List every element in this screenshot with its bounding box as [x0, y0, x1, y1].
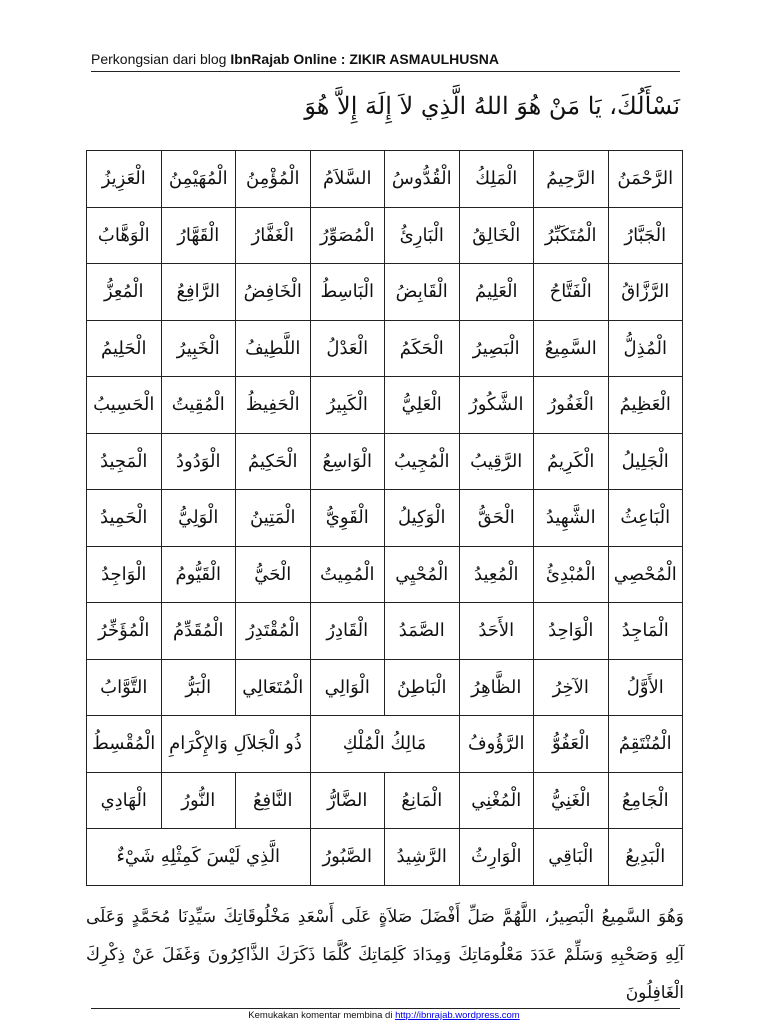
name-cell: الْمُقَدِّمُ	[161, 603, 236, 660]
name-cell: الْبَاسِطُ	[310, 264, 385, 321]
name-cell: الصَّبُورُ	[310, 829, 385, 886]
name-cell: الْحَسِيبُ	[87, 377, 162, 434]
name-cell: الْمَانِعُ	[385, 772, 460, 829]
name-cell: الْوَالِي	[310, 659, 385, 716]
invocation-text: نَسْأَلُكَ، يَا مَنْ هُوَ اللهُ الَّذِي لاَ إِلَهَ إِلاَّ هُوَ	[304, 92, 680, 120]
name-cell: الْبَرُّ	[161, 659, 236, 716]
name-cell: التَّوَّابُ	[87, 659, 162, 716]
name-cell: الظَّاهِرُ	[459, 659, 534, 716]
table-row	[87, 490, 683, 547]
table-row	[87, 659, 683, 716]
name-cell: الْمَجِيدُ	[87, 433, 162, 490]
name-cell: الْعَزِيزُ	[87, 151, 162, 208]
name-cell: الْبَارِئُ	[385, 207, 460, 264]
table-row	[87, 207, 683, 264]
name-cell: اللَّطِيفُ	[236, 320, 311, 377]
name-cell: الْغَنِيُّ	[534, 772, 609, 829]
table-row	[87, 151, 683, 208]
table-row	[87, 264, 683, 321]
name-cell: الْوَارِثُ	[459, 829, 534, 886]
name-cell: الْمُصَوِّرُ	[310, 207, 385, 264]
name-cell: الْحَلِيمُ	[87, 320, 162, 377]
name-cell: الْمَلِكُ	[459, 151, 534, 208]
name-cell: الْعَظِيمُ	[608, 377, 683, 434]
table-row	[87, 320, 683, 377]
name-cell: الْمُبْدِئُ	[534, 546, 609, 603]
name-cell: الْمَتِينُ	[236, 490, 311, 547]
name-cell: الْكَرِيمُ	[534, 433, 609, 490]
name-cell: الشَّهِيدُ	[534, 490, 609, 547]
name-cell: الأَحَدُ	[459, 603, 534, 660]
name-cell: الْمُنْتَقِمُ	[608, 716, 683, 773]
name-cell: الْقُدُّوسُ	[385, 151, 460, 208]
table-row	[87, 377, 683, 434]
name-cell: الْوَدُودُ	[161, 433, 236, 490]
blog-link[interactable]: http://ibnrajab.wordpress.com	[395, 1010, 520, 1021]
table-row	[87, 433, 683, 490]
name-cell: الرَّؤُوفُ	[459, 716, 534, 773]
name-cell: الأَوَّلُ	[608, 659, 683, 716]
name-cell: الرَّافِعُ	[161, 264, 236, 321]
footer-text: Kemukakan komentar membina di	[248, 1010, 396, 1021]
name-cell: الْمُمِيتُ	[310, 546, 385, 603]
name-cell: الْمُقِيتُ	[161, 377, 236, 434]
name-cell: الْحَقُّ	[459, 490, 534, 547]
name-cell: الْعَلِيُّ	[385, 377, 460, 434]
name-cell: الآخِرُ	[534, 659, 609, 716]
name-cell: الْوَاحِدُ	[534, 603, 609, 660]
name-cell: الضَّارُّ	[310, 772, 385, 829]
closing-prayer: وَهُوَ السَّمِيعُ الْبَصِيرُ، اللَّهُمَّ صَلِّ أَفْضَلَ صَلاَةٍ عَلَى أَسْعَدِ مَخْلُوقَاتِكَ سَيِّدِنَا مُحَمَّدٍ وَعَلَى آلِهِ وَصَحْبِهِ وَسَلِّمْ عَدَدَ مَعْلُومَاتِكَ وَمِدَادَ كَلِمَاتِكَ كُلَّمَا ذَكَرَكَ الذَّاكِرُونَ وَغَفَلَ عَنْ ذِكْرِكَ الْغَافِلُونَ	[86, 907, 684, 1003]
name-cell: الْمُؤْمِنُ	[236, 151, 311, 208]
name-cell: الْمُعِزُّ	[87, 264, 162, 321]
blog-name: IbnRajab Online	[230, 51, 337, 67]
header-subject: ZIKIR ASMAULHUSNA	[349, 51, 499, 67]
name-cell: الْمُهَيْمِنُ	[161, 151, 236, 208]
name-cell: الرَّشِيدُ	[385, 829, 460, 886]
name-cell: الرَّحِيمُ	[534, 151, 609, 208]
name-cell: الْمُؤَخِّرُ	[87, 603, 162, 660]
name-cell: الرَّزَّاقُ	[608, 264, 683, 321]
name-cell: مَالِكُ الْمُلْكِ	[310, 716, 459, 773]
header-separator: :	[336, 51, 350, 67]
name-cell: الَّذِي لَيْسَ كَمِثْلِهِ شَيْءٌ	[87, 829, 311, 886]
name-cell: الْمُتَعَالِي	[236, 659, 311, 716]
name-cell: الْقَوِيُّ	[310, 490, 385, 547]
asmaul-husna-table	[86, 150, 683, 886]
name-cell: ذُو الْجَلاَلِ وَالإِكْرَامِ	[161, 716, 310, 773]
name-cell: الْقَادِرُ	[310, 603, 385, 660]
name-cell: الْحَمِيدُ	[87, 490, 162, 547]
name-cell: الْمُقْسِطُ	[87, 716, 162, 773]
name-cell: الْحَيُّ	[236, 546, 311, 603]
name-cell: الْخَافِضُ	[236, 264, 311, 321]
name-cell: الْغَفَّارُ	[236, 207, 311, 264]
name-cell: الْوَكِيلُ	[385, 490, 460, 547]
page-header	[91, 51, 499, 67]
name-cell: الْوَهَّابُ	[87, 207, 162, 264]
table-row	[87, 829, 683, 886]
name-cell: الْحَكَمُ	[385, 320, 460, 377]
name-cell: الْوَاجِدُ	[87, 546, 162, 603]
name-cell: الْمُجِيبُ	[385, 433, 460, 490]
name-cell: الْغَفُورُ	[534, 377, 609, 434]
name-cell: الْمُتَكَبِّرُ	[534, 207, 609, 264]
page-footer	[0, 1010, 768, 1021]
table-row	[87, 546, 683, 603]
name-cell: الْكَبِيرُ	[310, 377, 385, 434]
name-cell: الْعَفُوُّ	[534, 716, 609, 773]
name-cell: الْبَاطِنُ	[385, 659, 460, 716]
name-cell: الْمُحْصِي	[608, 546, 683, 603]
name-cell: الْهَادِي	[87, 772, 162, 829]
name-cell: النَّافِعُ	[236, 772, 311, 829]
table-row	[87, 603, 683, 660]
name-cell: الْجَبَّارُ	[608, 207, 683, 264]
name-cell: الْمُحْيِي	[385, 546, 460, 603]
name-cell: الْمَاجِدُ	[608, 603, 683, 660]
name-cell: السَّلاَمُ	[310, 151, 385, 208]
name-cell: الْحَكِيمُ	[236, 433, 311, 490]
name-cell: الصَّمَدُ	[385, 603, 460, 660]
name-cell: الْمُعِيدُ	[459, 546, 534, 603]
name-cell: الشَّكُورُ	[459, 377, 534, 434]
name-cell: الْفَتَّاحُ	[534, 264, 609, 321]
name-cell: الْبَدِيعُ	[608, 829, 683, 886]
name-cell: الرَّحْمَنُ	[608, 151, 683, 208]
name-cell: الْبَاقِي	[534, 829, 609, 886]
name-cell: الْمُغْنِي	[459, 772, 534, 829]
name-cell: الْمُقْتَدِرُ	[236, 603, 311, 660]
name-cell: الْمُذِلُّ	[608, 320, 683, 377]
name-cell: السَّمِيعُ	[534, 320, 609, 377]
name-cell: الْجَامِعُ	[608, 772, 683, 829]
names-table-body	[87, 151, 683, 886]
name-cell: الْجَلِيلُ	[608, 433, 683, 490]
name-cell: الْقَيُّومُ	[161, 546, 236, 603]
header-rule	[91, 71, 680, 72]
name-cell: النُّورُ	[161, 772, 236, 829]
name-cell: الْقَهَّارُ	[161, 207, 236, 264]
name-cell: الْقَابِضُ	[385, 264, 460, 321]
name-cell: الْعَدْلُ	[310, 320, 385, 377]
footer-rule	[91, 1008, 680, 1009]
name-cell: الْبَاعِثُ	[608, 490, 683, 547]
name-cell: الْخَالِقُ	[459, 207, 534, 264]
name-cell: الرَّقِيبُ	[459, 433, 534, 490]
table-row	[87, 716, 683, 773]
name-cell: الْعَلِيمُ	[459, 264, 534, 321]
name-cell: الْبَصِيرُ	[459, 320, 534, 377]
name-cell: الْوَلِيُّ	[161, 490, 236, 547]
name-cell: الْوَاسِعُ	[310, 433, 385, 490]
name-cell: الْخَبِيرُ	[161, 320, 236, 377]
name-cell: الْحَفِيظُ	[236, 377, 311, 434]
table-row	[87, 772, 683, 829]
header-prefix: Perkongsian dari blog	[91, 51, 231, 67]
